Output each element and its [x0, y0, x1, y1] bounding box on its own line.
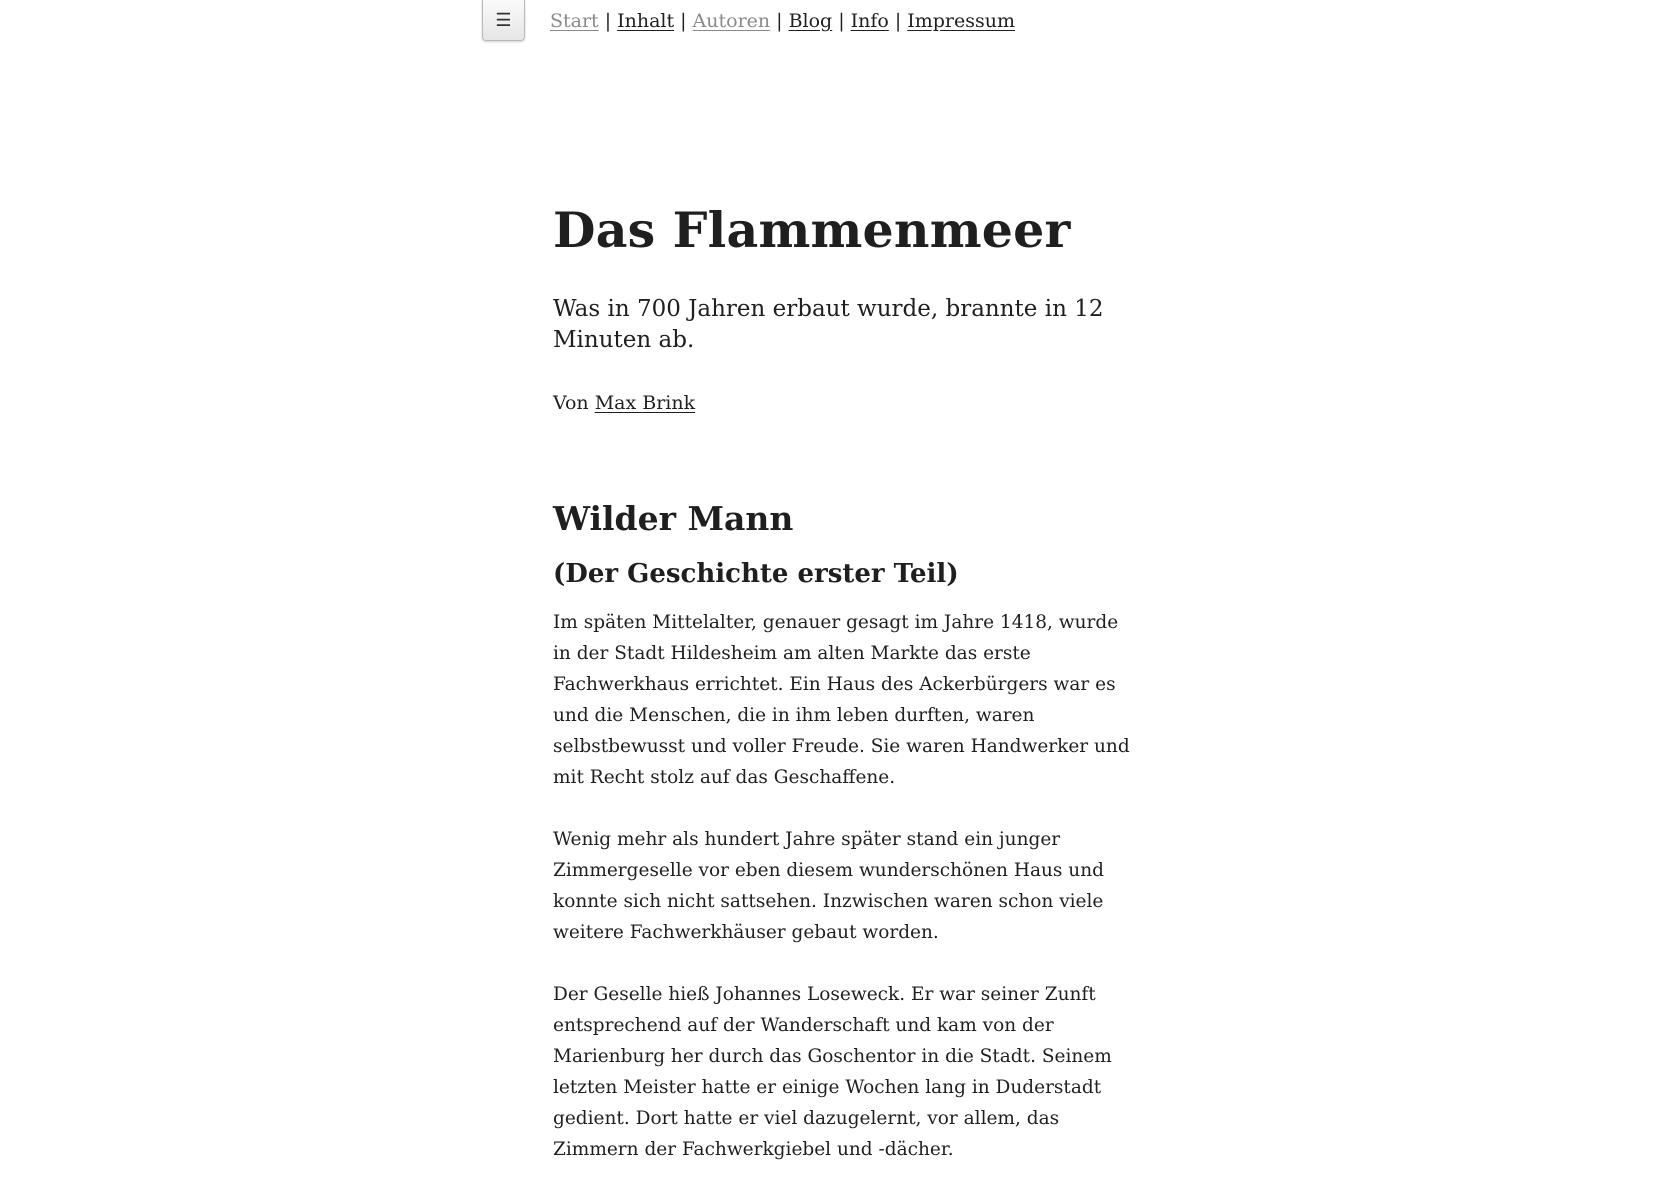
nav-link-info[interactable]: Info — [850, 10, 889, 32]
nav-link-blog[interactable]: Blog — [788, 10, 833, 32]
nav-link-autoren[interactable]: Autoren — [692, 10, 771, 32]
nav-separator: | — [680, 10, 687, 32]
page-title: Das Flammenmeer — [553, 201, 1071, 259]
paragraph: Im späten Mittelalter, genauer gesagt im Jahre 1418, wurde in der Stadt Hildesheim am alten Markte das erste Fachwerkhaus errichtet. Ein Haus des Ackerbürgers war es und die Menschen, die in ihm leben durften, waren selbstbewusst und voller Freude. Sie waren Handwerker und mit Recht stolz auf das Geschaffene. — [553, 612, 1130, 788]
nav-separator: | — [604, 10, 612, 32]
paragraph: Der Geselle hieß Johannes Loseweck. Er war seiner Zunft entsprechend auf der Wanderschaft und kam von der Marienburg her durch das Goschentor in die Stadt. Seinem letzten Meister hatte er einige Wochen lang in Duderstadt gedient. Dort hatte er viel dazugelernt, vor allem, das Zimmern der Fachwerkgiebel und -dächer. — [553, 984, 1112, 1160]
chapter-title: Wilder Mann — [553, 499, 794, 538]
byline-prefix: Von — [553, 392, 589, 414]
nav-separator: | — [838, 10, 845, 32]
nav-separator: | — [894, 10, 902, 32]
nav-link-impressum[interactable]: Impressum — [907, 10, 1015, 32]
paragraph: Wenig mehr als hundert Jahre später stand ein junger Zimmergeselle vor eben diesem wunderschönen Haus und konnte sich nicht sattsehen. Inzwischen waren schon viele weitere Fachwerkhäuser gebaut worden. — [553, 829, 1104, 943]
byline — [553, 390, 695, 416]
article-subtitle: Was in 700 Jahren erbaut wurde, brannte in 12 Minuten ab. — [553, 296, 1104, 353]
chapter-body — [553, 607, 1133, 1196]
nav-link-start[interactable]: Start — [550, 10, 599, 32]
menu-button[interactable] — [482, 0, 525, 41]
author-link[interactable]: Max Brink — [594, 392, 696, 414]
nav-separator: | — [776, 10, 783, 32]
nav-link-inhalt[interactable]: Inhalt — [617, 10, 675, 32]
top-navigation — [550, 8, 1015, 34]
hamburger-menu-icon: ☰ — [495, 9, 512, 31]
chapter-subtitle: (Der Geschichte erster Teil) — [553, 559, 959, 589]
